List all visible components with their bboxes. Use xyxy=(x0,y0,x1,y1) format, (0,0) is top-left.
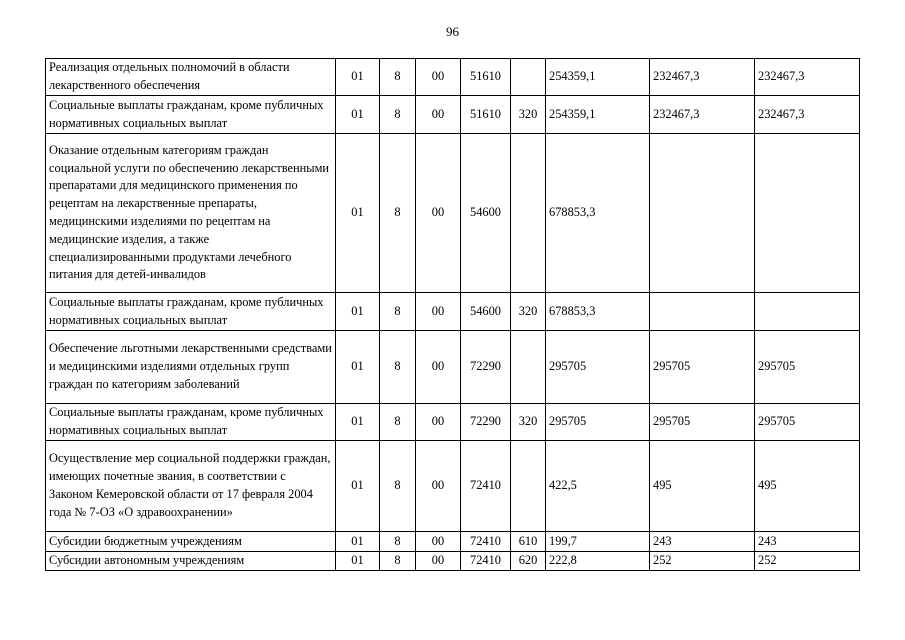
activity-code: 00 xyxy=(416,441,461,532)
table-row xyxy=(46,96,860,134)
amount-year-2 xyxy=(650,293,755,331)
amount-year-3: 295705 xyxy=(755,404,860,441)
amount-year-3: 232467,3 xyxy=(755,59,860,96)
amount-year-1: 254359,1 xyxy=(546,59,650,96)
amount-year-1: 295705 xyxy=(546,331,650,404)
row-name: Обеспечение льготными лекарственными средствами и медицинскими изделиями отдельных групп граждан по категориям заболеваний xyxy=(46,331,336,404)
expense-type-code xyxy=(511,59,546,96)
direction-code: 72410 xyxy=(461,532,511,552)
program-code: 01 xyxy=(336,59,380,96)
activity-code: 00 xyxy=(416,59,461,96)
row-name: Социальные выплаты гражданам, кроме публичных нормативных социальных выплат xyxy=(46,293,336,331)
direction-code: 72290 xyxy=(461,331,511,404)
amount-year-1: 678853,3 xyxy=(546,134,650,293)
subprogram-code: 8 xyxy=(380,134,416,293)
table-row xyxy=(46,552,860,571)
amount-year-3: 243 xyxy=(755,532,860,552)
program-code: 01 xyxy=(336,404,380,441)
table-row xyxy=(46,59,860,96)
direction-code: 51610 xyxy=(461,59,511,96)
amount-year-3: 495 xyxy=(755,441,860,532)
activity-code: 00 xyxy=(416,96,461,134)
activity-code: 00 xyxy=(416,331,461,404)
activity-code: 00 xyxy=(416,532,461,552)
amount-year-3 xyxy=(755,134,860,293)
program-code: 01 xyxy=(336,552,380,571)
page-number: 96 xyxy=(446,24,459,39)
subprogram-code: 8 xyxy=(380,441,416,532)
subprogram-code: 8 xyxy=(380,532,416,552)
table-row xyxy=(46,532,860,552)
expense-type-code: 320 xyxy=(511,96,546,134)
budget-table xyxy=(45,58,860,571)
expense-type-code xyxy=(511,331,546,404)
amount-year-2: 295705 xyxy=(650,404,755,441)
amount-year-1: 295705 xyxy=(546,404,650,441)
subprogram-code: 8 xyxy=(380,96,416,134)
amount-year-3: 295705 xyxy=(755,331,860,404)
amount-year-1: 222,8 xyxy=(546,552,650,571)
amount-year-2: 232467,3 xyxy=(650,59,755,96)
amount-year-2 xyxy=(650,134,755,293)
direction-code: 51610 xyxy=(461,96,511,134)
row-name: Субсидии автономным учреждениям xyxy=(46,552,336,571)
activity-code: 00 xyxy=(416,134,461,293)
row-name: Реализация отдельных полномочий в области лекарственного обеспечения xyxy=(46,59,336,96)
amount-year-2: 295705 xyxy=(650,331,755,404)
table-row xyxy=(46,331,860,404)
table-row xyxy=(46,404,860,441)
direction-code: 72410 xyxy=(461,441,511,532)
program-code: 01 xyxy=(336,96,380,134)
activity-code: 00 xyxy=(416,404,461,441)
subprogram-code: 8 xyxy=(380,293,416,331)
row-name: Осуществление мер социальной поддержки граждан, имеющих почетные звания, в соответствии с Законом Кемеровской области от 17 февраля 2004 года № 7-ОЗ «О здравоохранении» xyxy=(46,441,336,532)
table-row xyxy=(46,134,860,293)
subprogram-code: 8 xyxy=(380,331,416,404)
amount-year-3: 252 xyxy=(755,552,860,571)
subprogram-code: 8 xyxy=(380,59,416,96)
amount-year-3 xyxy=(755,293,860,331)
program-code: 01 xyxy=(336,331,380,404)
expense-type-code: 320 xyxy=(511,293,546,331)
program-code: 01 xyxy=(336,134,380,293)
amount-year-1: 254359,1 xyxy=(546,96,650,134)
amount-year-2: 252 xyxy=(650,552,755,571)
amount-year-2: 495 xyxy=(650,441,755,532)
amount-year-2: 232467,3 xyxy=(650,96,755,134)
activity-code: 00 xyxy=(416,293,461,331)
program-code: 01 xyxy=(336,293,380,331)
subprogram-code: 8 xyxy=(380,552,416,571)
amount-year-2: 243 xyxy=(650,532,755,552)
table-row xyxy=(46,441,860,532)
program-code: 01 xyxy=(336,441,380,532)
row-name: Оказание отдельным категориям граждан социальной услуги по обеспечению лекарственными препаратами для медицинского применения по рецептам на лекарственные препараты, медицинскими изделиями по рецептам на медицинские изделия, а также специализированными продуктами лечебного питания для детей-инвалидов xyxy=(46,134,336,293)
row-name: Социальные выплаты гражданам, кроме публичных нормативных социальных выплат xyxy=(46,96,336,134)
amount-year-3: 232467,3 xyxy=(755,96,860,134)
row-name: Социальные выплаты гражданам, кроме публичных нормативных социальных выплат xyxy=(46,404,336,441)
expense-type-code xyxy=(511,441,546,532)
activity-code: 00 xyxy=(416,552,461,571)
expense-type-code: 620 xyxy=(511,552,546,571)
direction-code: 72410 xyxy=(461,552,511,571)
direction-code: 54600 xyxy=(461,134,511,293)
expense-type-code: 320 xyxy=(511,404,546,441)
table-row xyxy=(46,293,860,331)
subprogram-code: 8 xyxy=(380,404,416,441)
expense-type-code: 610 xyxy=(511,532,546,552)
amount-year-1: 199,7 xyxy=(546,532,650,552)
amount-year-1: 678853,3 xyxy=(546,293,650,331)
expense-type-code xyxy=(511,134,546,293)
direction-code: 54600 xyxy=(461,293,511,331)
amount-year-1: 422,5 xyxy=(546,441,650,532)
program-code: 01 xyxy=(336,532,380,552)
row-name: Субсидии бюджетным учреждениям xyxy=(46,532,336,552)
direction-code: 72290 xyxy=(461,404,511,441)
